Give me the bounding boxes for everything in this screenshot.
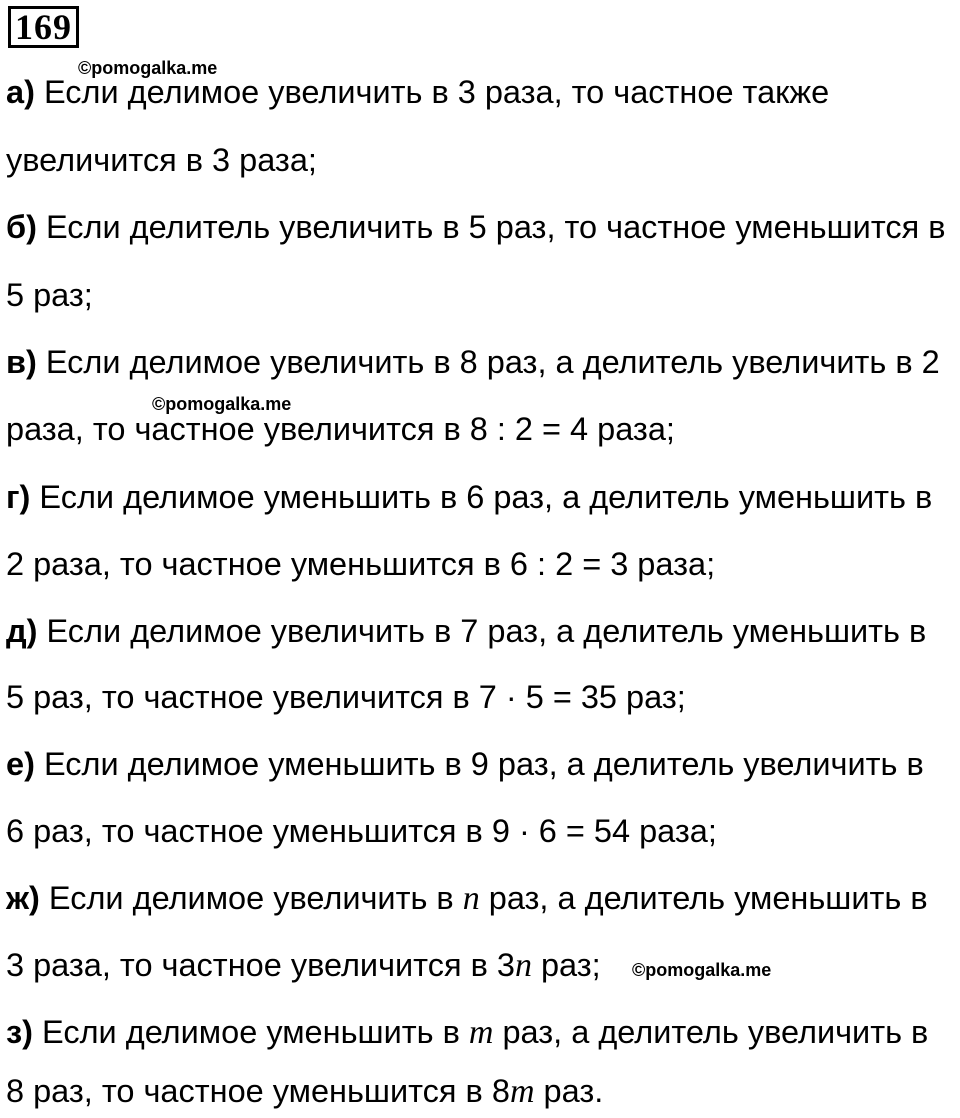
item-z-line-2 — [6, 1071, 603, 1112]
item-v-label: в) — [6, 344, 37, 380]
item-d-text-2: 5 раз, то частное увеличится в 7 · 5 = 35 раз; — [6, 679, 686, 715]
item-zh-line-2 — [6, 945, 601, 986]
item-zh-text-2a: 3 раза, то частное увеличится в 3 — [6, 947, 515, 983]
item-g-text-2: 2 раза, то частное уменьшится в 6 : 2 = 3 раза; — [6, 546, 716, 582]
item-a-line-2 — [6, 140, 317, 180]
item-g-text-1: Если делимое уменьшить в 6 раз, а делитель уменьшить в — [39, 479, 933, 515]
item-d-line-2 — [6, 677, 686, 717]
item-v-line-1 — [6, 342, 940, 382]
item-v-line-2 — [6, 409, 675, 449]
item-e-text-1: Если делимое уменьшить в 9 раз, а делитель увеличить в — [43, 746, 924, 782]
variable-m: m — [468, 1014, 494, 1051]
item-zh-text-2b: раз; — [540, 947, 601, 983]
item-v-text-2: раза, то частное увеличится в 8 : 2 = 4 раза; — [6, 411, 675, 447]
item-a-text-2: увеличится в 3 раза; — [6, 142, 317, 178]
item-g-line-1 — [6, 477, 932, 517]
variable-n: n — [514, 947, 532, 984]
item-e-line-2 — [6, 811, 717, 851]
item-b-text-2: 5 раз; — [6, 277, 93, 313]
item-zh-label: ж) — [6, 880, 40, 916]
item-a-text-1: Если делимое увеличить в 3 раза, то частное также — [43, 74, 830, 110]
item-zh-line-1 — [6, 878, 928, 919]
item-g-line-2 — [6, 544, 715, 584]
variable-n: n — [462, 880, 480, 917]
item-z-line-1 — [6, 1012, 928, 1053]
item-b-line-1 — [6, 207, 945, 247]
item-z-text-1a: Если делимое уменьшить в — [42, 1014, 460, 1050]
watermark: ©pomogalka.me — [152, 394, 292, 414]
item-e-line-1 — [6, 744, 924, 784]
item-a-label: а) — [6, 74, 35, 110]
item-v-text-1: Если делимое увеличить в 8 раз, а делитель увеличить в 2 — [45, 344, 940, 380]
item-z-text-1b: раз, а делитель увеличить в — [502, 1014, 929, 1050]
item-z-text-2a: 8 раз, то частное уменьшится в 8 — [6, 1073, 510, 1109]
item-z-label: з) — [6, 1014, 33, 1050]
item-e-label: е) — [6, 746, 35, 782]
item-b-text-1: Если делитель увеличить в 5 раз, то частное уменьшится в — [45, 209, 946, 245]
item-z-text-2b: раз. — [543, 1073, 604, 1109]
item-e-text-2: 6 раз, то частное уменьшится в 9 · 6 = 54 раза; — [6, 813, 717, 849]
item-zh-text-1a: Если делимое увеличить в — [48, 880, 454, 916]
item-d-label: д) — [6, 613, 38, 649]
item-zh-text-1b: раз, а делитель уменьшить в — [488, 880, 928, 916]
task-number: 169 — [8, 6, 79, 48]
item-d-text-1: Если делимое увеличить в 7 раз, а делитель уменьшить в — [46, 613, 927, 649]
item-b-line-2 — [6, 275, 93, 315]
watermark: ©pomogalka.me — [632, 960, 772, 980]
variable-m: m — [509, 1073, 535, 1110]
item-b-label: б) — [6, 209, 37, 245]
watermark: ©pomogalka.me — [78, 58, 218, 78]
item-g-label: г) — [6, 479, 31, 515]
item-d-line-1 — [6, 611, 926, 651]
